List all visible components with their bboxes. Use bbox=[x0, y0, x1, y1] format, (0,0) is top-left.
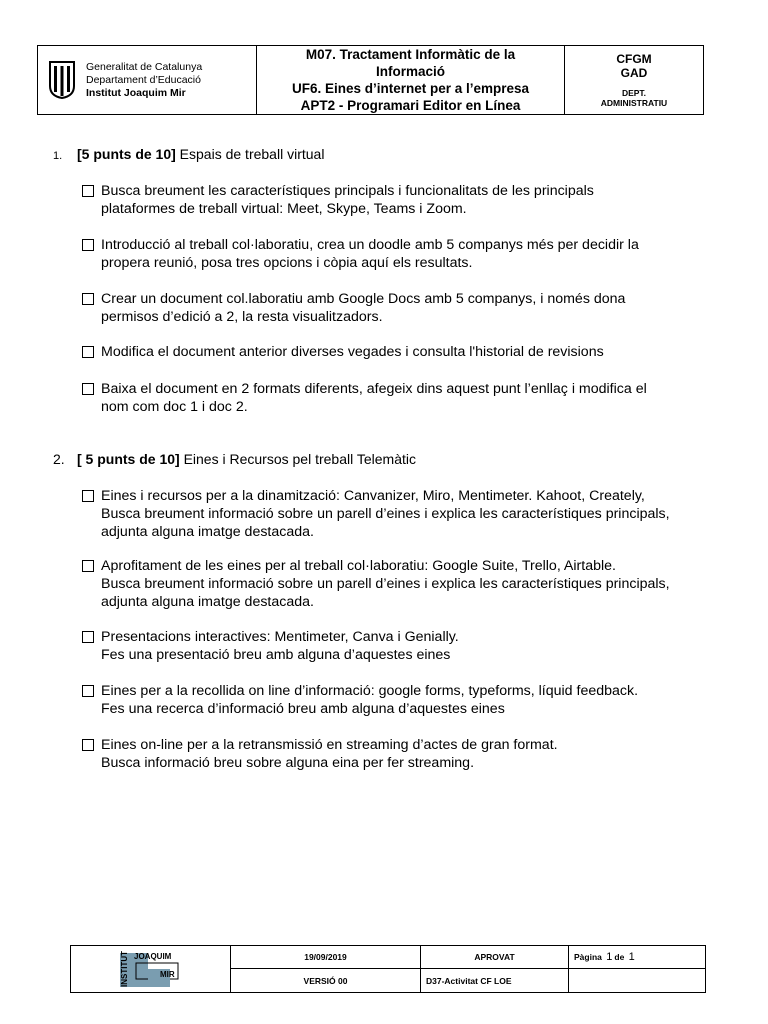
cycle-name: GAD bbox=[620, 66, 648, 80]
page-total: 1 bbox=[628, 951, 635, 963]
footer-version: VERSIÓ 00 bbox=[231, 969, 421, 992]
checkbox[interactable] bbox=[82, 631, 94, 643]
checklist-item: Eines per a la recollida on line d’informació: google forms, typeforms, líquid feedback. Fes una recerca d’informació breu amb alguna d’aquestes eines bbox=[82, 682, 732, 718]
checklist-item: Eines i recursos per a la dinamització: Canvanizer, Miro, Mentimeter. Kahoot, Creately, Busca breument informació sobre un parell d’eines i explica les característiques principals, adjunta alguna imatge destacada. bbox=[82, 487, 732, 541]
logo-text-institut: INSTITUT bbox=[120, 951, 129, 987]
footer-doc-code: D37-Activitat CF LOE bbox=[421, 969, 569, 992]
checkbox[interactable] bbox=[82, 239, 94, 251]
checklist-item: Modifica el document anterior diverses vegades i consulta l'historial de revisions bbox=[82, 343, 732, 361]
cycle-code: CFGM bbox=[616, 52, 652, 66]
checklist-item: Aprofitament de les eines per al treball col·laboratiu: Google Suite, Trello, Airtable. Busca breument informació sobre un parell d’eines i explica les característiques principals, adjunta alguna imatge destacada. bbox=[82, 557, 732, 611]
title-line-4: APT2 - Programari Editor en Línea bbox=[300, 98, 521, 113]
section-title: Eines i Recursos pel treball Telemàtic bbox=[179, 451, 416, 467]
document-footer bbox=[70, 945, 706, 993]
department-block bbox=[565, 46, 703, 114]
generalitat-logo-icon bbox=[48, 60, 76, 100]
logo-text-joaquim: JOAQUIM bbox=[134, 952, 172, 961]
school-logo-icon bbox=[116, 949, 192, 989]
checkbox[interactable] bbox=[82, 560, 94, 572]
title-line-2: Informació bbox=[375, 64, 445, 79]
checklist-item: Presentacions interactives: Mentimeter, Canva i Genially. Fes una presentació breu amb alguna d’aquestes eines bbox=[82, 628, 732, 664]
title-line-1: M07. Tractament Informàtic de la bbox=[305, 47, 516, 62]
org-line-2: Departament d’Educació bbox=[86, 73, 201, 86]
checklist-item: Introducció al treball col·laboratiu, crea un doodle amb 5 companys més per decidir la propera reunió, posa tres opcions i còpia aquí els resultats. bbox=[82, 236, 732, 272]
checkbox[interactable] bbox=[82, 685, 94, 697]
checkbox[interactable] bbox=[82, 383, 94, 395]
section-title: Espais de treball virtual bbox=[175, 146, 325, 162]
section-number: 2. bbox=[53, 451, 65, 467]
checkbox[interactable] bbox=[82, 293, 94, 305]
checklist-item: Busca breument les característiques principals i funcionalitats de les principals plataformes de treball virtual: Meet, Skype, Teams i Zoom. bbox=[82, 182, 732, 218]
footer-page: Pàgina 1 de 1 bbox=[569, 946, 705, 969]
page-number: 1 bbox=[606, 951, 613, 963]
document-title bbox=[257, 46, 565, 114]
footer-date: 19/09/2019 bbox=[231, 946, 421, 969]
dept-line-1: DEPT. bbox=[621, 88, 647, 98]
section-1-heading bbox=[53, 146, 324, 162]
checkbox[interactable] bbox=[82, 739, 94, 751]
section-points: [5 punts de 10] bbox=[77, 146, 176, 162]
institution-block bbox=[38, 46, 257, 114]
org-line-1: Generalitat de Catalunya bbox=[86, 60, 203, 73]
section-2-heading bbox=[53, 451, 416, 467]
footer-empty-cell bbox=[569, 969, 705, 992]
dept-line-2: ADMINISTRATIU bbox=[600, 98, 668, 108]
footer-grid bbox=[231, 946, 705, 992]
checkbox[interactable] bbox=[82, 490, 94, 502]
footer-logo bbox=[71, 946, 231, 992]
footer-approved: APROVAT bbox=[421, 946, 569, 969]
section-number: 1. bbox=[53, 150, 63, 162]
logo-text-mir: MIR bbox=[160, 970, 175, 979]
document-header bbox=[37, 45, 704, 115]
section-points: [ 5 punts de 10] bbox=[77, 451, 180, 467]
checkbox[interactable] bbox=[82, 346, 94, 358]
checklist-item: Baixa el document en 2 formats diferents, afegeix dins aquest punt l’enllaç i modifica el nom com doc 1 i doc 2. bbox=[82, 380, 732, 416]
school-name: Institut Joaquim Mir bbox=[86, 86, 186, 99]
checklist-item: Eines on-line per a la retransmissió en streaming d’actes de gran format. Busca informació breu sobre alguna eina per fer streaming. bbox=[82, 736, 732, 772]
checklist-item: Crear un document col.laboratiu amb Google Docs amb 5 companys, i només dona permisos d’edició a 2, la resta visualitzadors. bbox=[82, 290, 732, 326]
checkbox[interactable] bbox=[82, 185, 94, 197]
title-line-3: UF6. Eines d’internet per a l’empresa bbox=[291, 81, 530, 96]
